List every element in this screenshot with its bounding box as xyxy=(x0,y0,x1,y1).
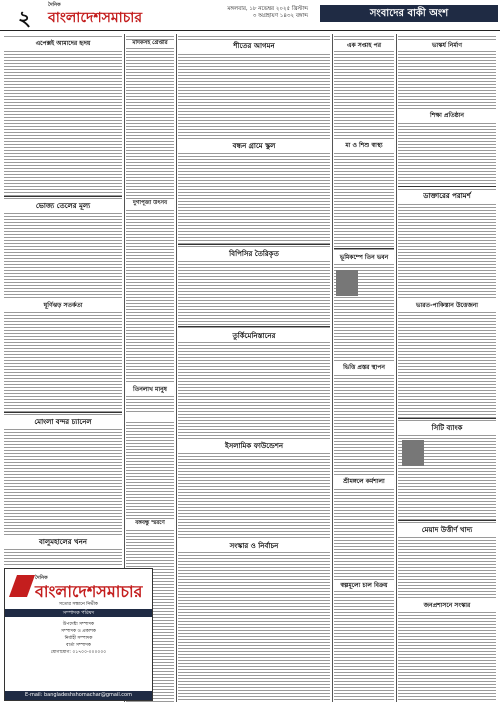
headline: সিটি ব্যাংক xyxy=(398,422,496,434)
article-rule xyxy=(4,412,122,413)
headline: মেয়াদ উত্তীর্ণ খাদ্য xyxy=(398,524,496,536)
date-block xyxy=(168,6,308,20)
masthead-title: বাংলাদেশসমাচার xyxy=(48,10,143,26)
headline: বালুমহালের খনন xyxy=(4,536,122,548)
date-line-1: মঙ্গলবার, ১৮ নভেম্বর ২০২৫ খ্রিস্টাব্দ xyxy=(227,6,308,12)
ad-line: বার্তা সম্পাদক xyxy=(66,643,91,648)
headline: দুর্গাপূজা উৎসব xyxy=(126,200,174,208)
ad-line: নির্বাহী সম্পাদক xyxy=(64,636,93,641)
headline: ডাক্তারের পরামর্শ xyxy=(398,190,496,202)
headline: শীতের আগমন xyxy=(178,40,330,52)
headline: মোংলা বন্দর চ্যানেল xyxy=(4,416,122,428)
column-rule xyxy=(396,34,397,702)
ad-logo-title: বাংলাদেশসমাচার xyxy=(35,582,143,601)
masthead-logo xyxy=(48,2,143,30)
headline: ভিত্তি প্রস্তর স্থাপন xyxy=(334,362,394,373)
headline: মাদকসহ গ্রেপ্তার xyxy=(126,40,174,48)
headline: ভোজ্য তেলের মূল্য xyxy=(4,200,122,212)
article-rule xyxy=(178,244,330,245)
column-text-2 xyxy=(126,34,174,414)
headline: শ্রীমঙ্গলে কর্মশালা xyxy=(334,476,394,487)
article-rule xyxy=(178,326,330,327)
column-text-3 xyxy=(178,34,330,702)
article-rule xyxy=(398,418,496,419)
page-header xyxy=(0,0,500,31)
ad-lines xyxy=(9,621,148,656)
headline: মা ও শিশু স্বাস্থ্য xyxy=(334,140,394,151)
headline: জনপ্রশাসনে সংস্কার xyxy=(398,600,496,611)
date-line-2: ৩ অগ্রহায়ণ ১৪৩২ বঙ্গাব্দ xyxy=(252,13,308,19)
column-rule xyxy=(332,34,333,702)
article-rule xyxy=(4,196,122,197)
ad-line: উপদেষ্টা সম্পাদক xyxy=(62,622,95,627)
pen-nib-icon xyxy=(9,575,35,597)
headline: তিনলাখ মানুষ xyxy=(126,384,174,395)
ad-line: সম্পাদক ও প্রকাশক xyxy=(61,629,96,634)
column-rule xyxy=(176,34,177,702)
headline: ভূমিকম্পে তিন ভবন xyxy=(334,252,394,263)
headline: স্বল্পমূল্যে চাল বিক্রয় xyxy=(334,580,394,591)
masthead-small: দৈনিক xyxy=(48,2,61,8)
article-rule xyxy=(398,186,496,187)
headline: সংস্কার ও নির্বাচন xyxy=(178,540,330,552)
headline: বিপিসির তৈরিকৃত xyxy=(178,248,330,260)
headline: ভাস্কর্য নির্মাণ xyxy=(398,40,496,51)
article-rule xyxy=(398,520,496,521)
ad-bar: সম্পাদক পরিষদ xyxy=(5,609,152,617)
page-number: ২ xyxy=(18,6,32,30)
ad-email: E-mail: bangladeshshomachar@gmail.com xyxy=(5,691,152,700)
headline: ঘূর্ণিঝড় সতর্কতা xyxy=(4,300,122,311)
headline: শিক্ষা প্রতিষ্ঠান xyxy=(398,110,496,121)
news-photo xyxy=(336,270,358,296)
ad-line: যোগাযোগ: ০১৭০০-০০০০০০ xyxy=(50,650,107,655)
ad-tagline: সত্যের সন্ধানে নির্ভীক xyxy=(59,602,98,607)
headline: বন্ধন গ্রামে স্কুল xyxy=(178,140,330,152)
section-title: সংবাদের বাকী অংশ xyxy=(320,5,498,22)
headline: এপেক্সই আমাদের হৃদয় xyxy=(4,38,122,49)
headline: তুর্কিমেনিস্তানের xyxy=(178,330,330,342)
headline: ইসলামিক ফাউন্ডেশন xyxy=(178,440,330,452)
masthead-ad xyxy=(4,568,153,701)
headline: এক সপ্তাহ পর xyxy=(334,40,394,51)
news-photo xyxy=(402,440,424,466)
ad-logo-small: দৈনিক xyxy=(35,575,48,581)
article-rule xyxy=(334,248,394,249)
headline: ভারত-পাকিস্তান উত্তেজনা xyxy=(398,300,496,311)
headline: বঙ্গবন্ধু স্মরণে xyxy=(126,520,174,528)
